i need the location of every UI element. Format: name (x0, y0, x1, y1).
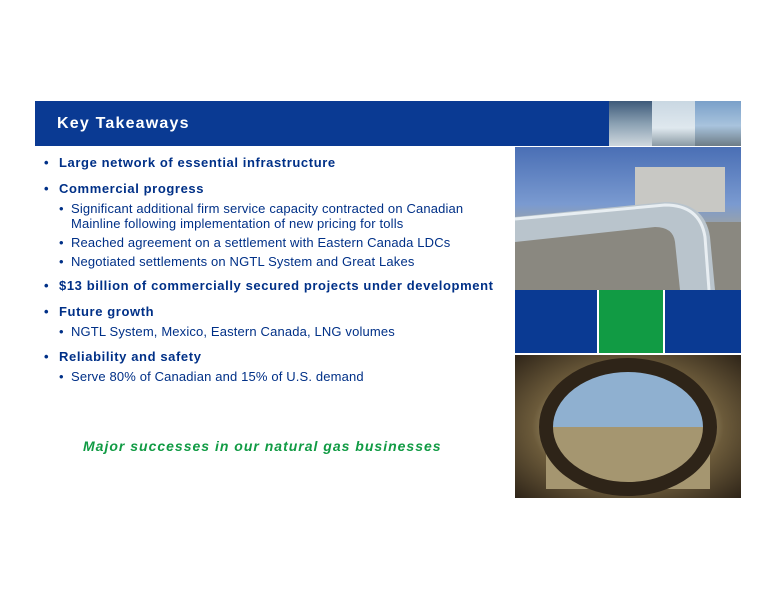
pipeline-photo (515, 147, 741, 290)
blue-tile-right (665, 290, 741, 353)
header-photo-worker (652, 101, 695, 146)
blue-tile-left (515, 290, 597, 353)
bullet-projects: • $13 billion of commercially secured projects under development (44, 278, 514, 294)
sub-bullet-ngtl: • Negotiated settlements on NGTL System and Great Lakes (44, 254, 514, 269)
title-bar (35, 101, 609, 146)
slide-title: Key Takeaways (57, 115, 190, 132)
takeaways-list (44, 155, 514, 384)
bullet-future-growth: • Future growth (44, 304, 514, 320)
bullet-reliability: • Reliability and safety (44, 349, 514, 365)
pipe-interior-photo (515, 355, 741, 498)
bullet-infrastructure: • Large network of essential infrastructure (44, 155, 514, 171)
bullet-commercial-progress: • Commercial progress (44, 181, 514, 197)
header-photo-plant (695, 101, 741, 146)
sub-bullet-demand: • Serve 80% of Canadian and 15% of U.S. demand (44, 369, 514, 384)
header-photo-pipes (609, 101, 652, 146)
sub-bullet-settlement: • Reached agreement on a settlement with Eastern Canada LDCs (44, 235, 514, 250)
green-tile (599, 290, 663, 353)
sub-bullet-capacity: • Significant additional firm service capacity contracted on Canadian Mainline following implementation of new pricing for tolls (44, 201, 514, 231)
tagline: Major successes in our natural gas businesses (83, 438, 442, 454)
sub-bullet-volumes: • NGTL System, Mexico, Eastern Canada, LNG volumes (44, 324, 514, 339)
